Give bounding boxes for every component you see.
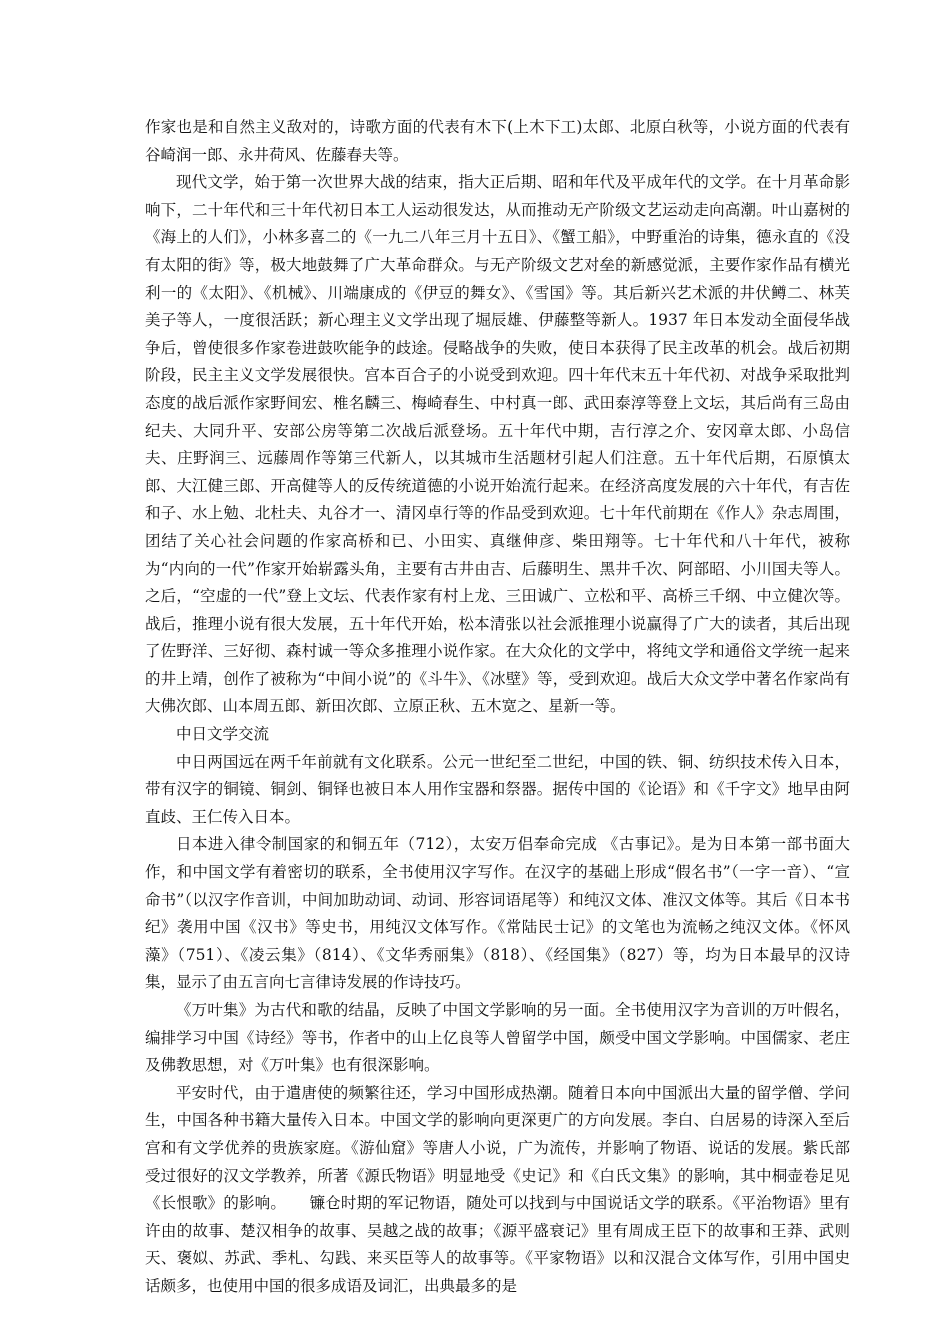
document-body xyxy=(145,114,850,1301)
paragraph-heian: 平安时代，由于遣唐使的频繁往还，学习中国形成热潮。随着日本向中国派出大量的留学僧、学问生，中国各种书籍大量传入日本。中国文学的影响向更深更广的方向发展。李白、白居易的诗深入至后宫和有文学优养的贵族家庭。《游仙窟》等唐人小说，广为流传，并影响了物语、说话的发展。紫氏部受过很好的汉文学教养，所著《源氏物语》明显地受《史记》和《白氏文集》的影响，其中桐壶卷足见《长恨歌》的影响。 镰仓时期的军记物语，随处可以找到与中国说话文学的联系。《平治物语》里有许由的故事、楚汉相争的故事、吴越之战的故事；《源平盛衰记》里有周成王臣下的故事和王莽、武则天、褒姒、苏武、季札、勾践、来买臣等人的故事等。《平家物语》以和汉混合文体写作，引用中国史话颇多，也使用中国的很多成语及词汇，出典最多的是 xyxy=(145,1083,850,1295)
paragraph-manyoshu: 《万叶集》为古代和歌的结晶，反映了中国文学影响的另一面。全书使用汉字为音训的万叶假名，编排学习中国《诗经》等书，作者中的山上亿良等人曾留学中国，颇受中国文学影响。中国儒家、老庄及佛教思想，对《万叶集》也有很深影响。 xyxy=(145,1001,850,1075)
section-heading: 中日文学交流 xyxy=(176,725,270,744)
paragraph-continuation: 作家也是和自然主义敌对的，诗歌方面的代表有木下(上木下工)太郎、北原白秋等，小说方面的代表有谷崎润一郎、永井荷风、佐藤春夫等。 xyxy=(145,118,850,164)
paragraph-early-contact: 中日两国远在两千年前就有文化联系。公元一世纪至二世纪，中国的铁、铜、纺织技术传入日本，带有汉字的铜镜、铜剑、铜铎也被日本人用作宝器和祭器。据传中国的《论语》和《千字文》地早由阿直歧、王仁传入日本。 xyxy=(145,752,850,826)
paragraph-kojiki: 日本进入律令制国家的和铜五年（712），太安万侣奉命完成 《古事记》。是为日本第一部书面大作，和中国文学有着密切的联系，全书使用汉字写作。在汉字的基础上形成“假名书”（一字一音）、“宣命书”（以汉字作音训，中间加助动词、动词、形容词语尾等）和纯汉文体、准汉文体等。其后《日本书纪》袭用中国《汉书》等史书，用纯汉文体写作。《常陆民士记》的文笔也为流畅之纯汉文体。《怀风藻》（751）、《凌云集》（814）、《文华秀丽集》（818）、《经国集》（827）等，均为日本最早的汉诗集，显示了由五言向七言律诗发展的作诗技巧。 xyxy=(145,835,850,992)
paragraph-modern-literature: 现代文学，始于第一次世界大战的结束，指大正后期、昭和年代及平成年代的文学。在十月革命影响下，二十年代和三十年代初日本工人运动很发达，从而推动无产阶级文艺运动走向高潮。叶山嘉树的《海上的人们》，小林多喜二的《一九二八年三月十五日》、《蟹工船》，中野重治的诗集，德永直的《没有太阳的街》等，极大地鼓舞了广大革命群众。与无产阶级文艺对垒的新感觉派，主要作家作品有横光利一的《太阳》、《机械》、川端康成的《伊豆的舞女》、《雪国》等。其后新兴艺术派的井伏鳟二、林芙美子等人，一度很活跃；新心理主义文学出现了堀辰雄、伊藤整等新人。1937 年日本发动全面侵华战争后，曾使很多作家卷进鼓吹能争的歧途。侵略战争的失败，使日本获得了民主改革的机会。战后初期阶段，民主主义文学发展很快。宫本百合子的小说受到欢迎。四十年代末五十年代初、对战争采取批判态度的战后派作家野间宏、椎名麟三、梅崎春生、中村真一郎、武田泰淳等登上文坛，其后尚有三岛由纪夫、大同升平、安部公房等第二次战后派登场。五十年代中期，吉行淳之介、安冈章太郎、小岛信夫、庄野润三、远藤周作等第三代新人，以其城市生活题材引起人们注意。五十年代后期，石原慎太郎、大江健三郎、开高健等人的反传统道德的小说开始流行起来。在经济高度发展的六十年代，有吉佐和子、水上勉、北杜夫、丸谷才一、清冈卓行等的作品受到欢迎。七十年代前期在《作人》杂志周围，团结了关心社会问题的作家高桥和已、小田实、真继伸彦、柴田翔等。七十年代和八十年代，被称为“内向的一代”作家开始崭露头角，主要有古井由吉、后藤明生、黑井千次、阿部昭、小川国夫等人。之后，“空虚的一代”登上文坛、代表作家有村上龙、三田诚广、立松和平、高桥三千纲、中立健次等。战后，推理小说有很大发展，五十年代开始，松本清张以社会派推理小说赢得了广大的读者，其后出现了佐野洋、三好彻、森村诚一等众多推理小说作家。在大众化的文学中，将纯文学和通俗文学统一起来的井上靖，创作了被称为“中间小说”的《斗牛》、《冰壁》等，受到欢迎。战后大众文学中著名作家尚有大佛次郎、山本周五郎、新田次郎、立原正秋、五木宽之、星新一等。 xyxy=(145,173,850,716)
